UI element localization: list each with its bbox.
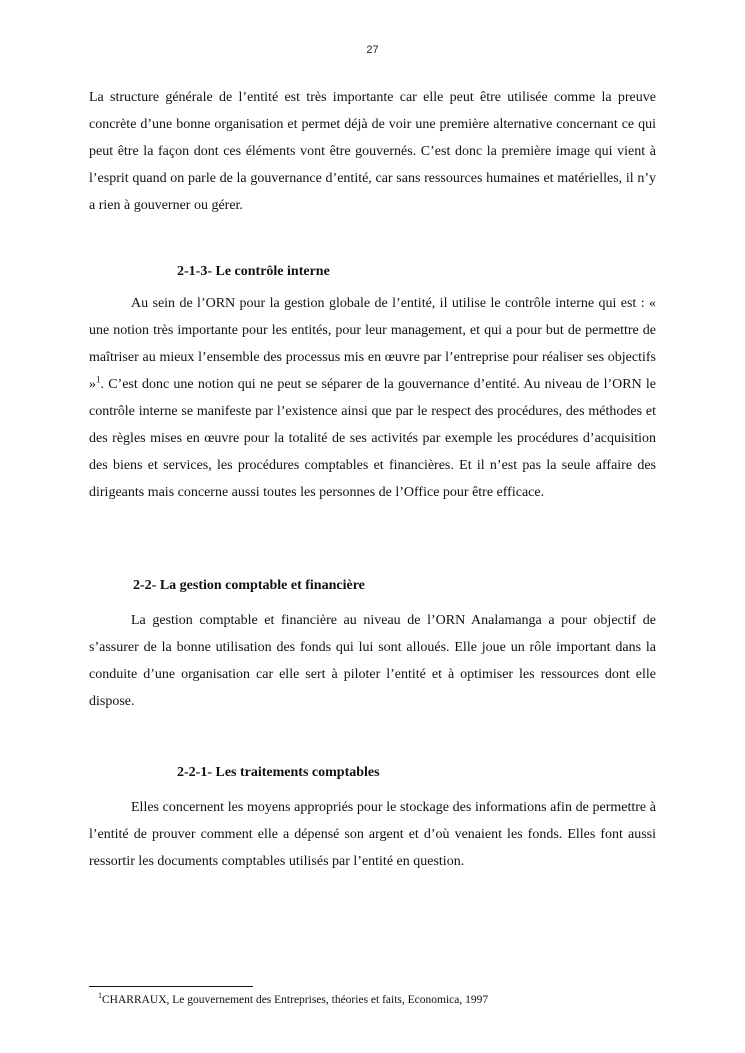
heading-2-2-1: 2-2-1- Les traitements comptables — [177, 765, 380, 780]
paragraph-text-before-ref: Au sein de l’ORN pour la gestion globale de l’entité, il utilise le contrôle interne qui est : « une notion très importante pour les entités, pour leur management, et qui a pour but de permettre de maîtriser au mieux l’ensemble des processus mis en œuvre par l’entreprise pour réaliser ses objectifs » — [89, 296, 656, 392]
footnote-divider — [89, 986, 253, 987]
paragraph-text — [89, 290, 656, 506]
paragraph-text: La gestion comptable et financière au niveau de l’ORN Analamanga a pour objectif de s’assurer de la bonne utilisation des fonds qui lui sont alloués. Elle joue un rôle important dans la conduite d’une organisation car elle sert à piloter l’entité et à optimiser les ressources dont elle dispose. — [89, 613, 656, 709]
traitements-comptables-paragraph — [89, 794, 656, 875]
footnote-text: CHARRAUX, Le gouvernement des Entreprises, théories et faits, Economica, 1997 — [102, 994, 489, 1006]
paragraph-text: Elles concernent les moyens appropriés pour le stockage des informations afin de permettre à l’entité de prouver comment elle a dépensé son argent et d’où venaient les fonds. Elles font aussi ressortir les documents comptables utilisés par l’entité en question. — [89, 800, 656, 869]
page-number: 27 — [366, 44, 379, 56]
paragraph-text: La structure générale de l’entité est très importante car elle peut être utilisée comme la preuve concrète d’une bonne organisation et permet déjà de voir une première alternative concernant ce qui peut être la façon dont ces éléments vont être gouvernés. C’est donc la première image qui vient à l’esprit quand on parle de la gouvernance d’entité, car sans ressources humaines et matérielles, il n’y a rien à gouverner ou gérer. — [89, 90, 656, 213]
paragraph-text-after-ref: . C’est donc une notion qui ne peut se séparer de la gouvernance d’entité. Au niveau de l’ORN le contrôle interne se manifeste par l’existence ainsi que par le respect des procédures, des méthodes et des règles mises en œuvre pour la totalité de ses activités par exemple les procédures d’acquisition des biens et services, les procédures comptables et financières. Et il n’est pas la seule affaire des dirigeants mais concerne aussi toutes les personnes de l’Office pour être efficace. — [89, 377, 656, 500]
footnote-mark: 1 — [98, 991, 102, 1001]
footnote — [98, 992, 488, 1008]
gestion-comptable-paragraph — [89, 607, 656, 715]
heading-2-2: 2-2- La gestion comptable et financière — [133, 578, 365, 593]
controle-interne-paragraph — [89, 290, 656, 506]
intro-paragraph — [89, 84, 656, 219]
heading-2-1-3: 2-1-3- Le contrôle interne — [177, 264, 330, 279]
footnote-reference: 1 — [96, 374, 101, 385]
